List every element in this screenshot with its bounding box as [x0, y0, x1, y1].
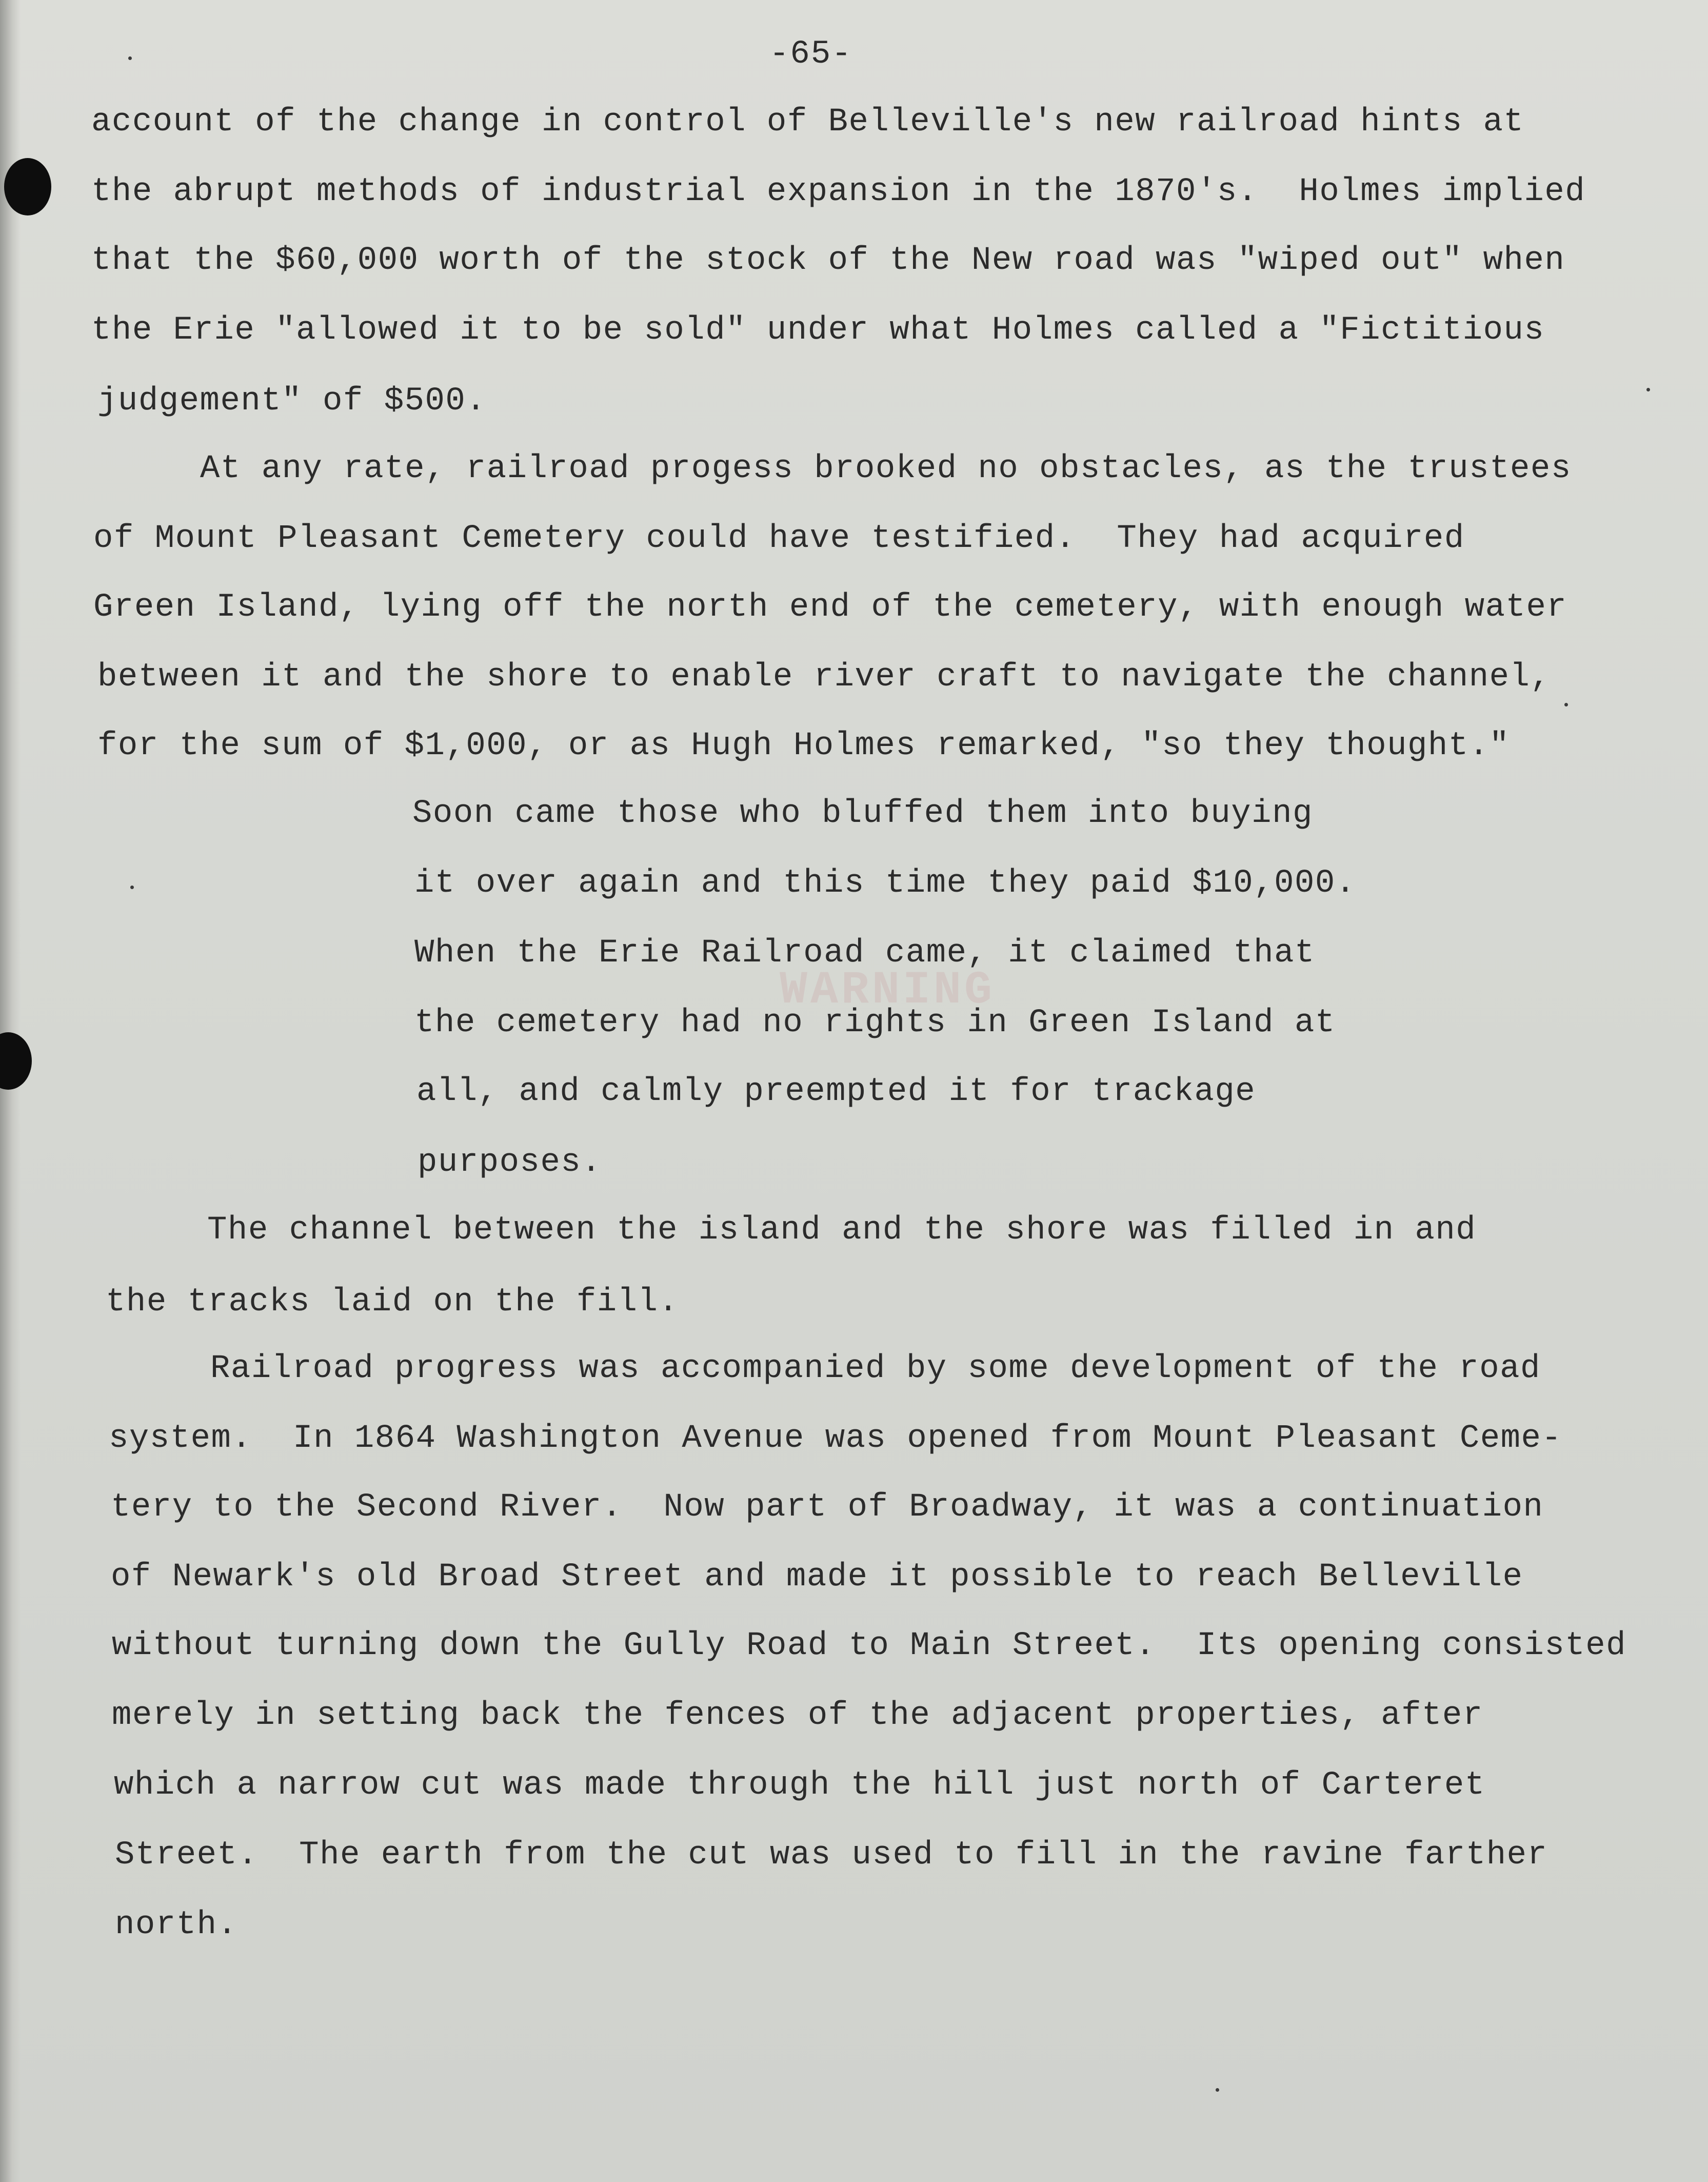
quote-line: Soon came those who bluffed them into buying: [412, 795, 1313, 832]
quote-line: purposes.: [418, 1144, 602, 1181]
text-line: the Erie "allowed it to be sold" under what Holmes called a "Fictitious: [91, 312, 1545, 349]
text-line: the abrupt methods of industrial expansion in the 1870's. Holmes implied: [91, 173, 1586, 210]
text-line: of Newark's old Broad Street and made it possible to reach Belleville: [111, 1559, 1523, 1596]
text-line: for the sum of $1,000, or as Hugh Holmes remarked, "so they thought.": [97, 728, 1510, 764]
paper-speck: [1564, 703, 1568, 706]
text-line: Railroad progress was accompanied by some development of the road: [210, 1350, 1541, 1387]
faint-bleedthrough-mark: WARNING: [780, 965, 996, 1017]
text-line: merely in setting back the fences of the adjacent properties, after: [112, 1697, 1483, 1734]
punch-hole: [4, 158, 51, 215]
quote-line: When the Erie Railroad came, it claimed that: [414, 935, 1315, 972]
text-line: which a narrow cut was made through the hill just north of Carteret: [114, 1767, 1485, 1804]
text-line: account of the change in control of Belleville's new railroad hints at: [91, 104, 1524, 141]
paper-speck: [130, 886, 134, 889]
quote-line: all, and calmly preempted it for trackage: [416, 1073, 1256, 1110]
text-line: north.: [115, 1906, 238, 1943]
text-line: At any rate, railroad progess brooked no obstacles, as the trustees: [200, 450, 1572, 487]
text-line: system. In 1864 Washington Avenue was opened from Mount Pleasant Ceme-: [109, 1420, 1562, 1457]
text-line: The channel between the island and the shore was filled in and: [207, 1212, 1477, 1249]
page-number: -65-: [769, 36, 852, 73]
text-line: that the $60,000 worth of the stock of the New road was "wiped out" when: [91, 242, 1565, 279]
text-line: tery to the Second River. Now part of Broadway, it was a continuation: [111, 1489, 1544, 1526]
paper-speck: [1216, 2088, 1219, 2092]
text-line: without turning down the Gully Road to Main Street. Its opening consisted: [112, 1627, 1627, 1664]
paper-speck: [128, 56, 132, 60]
text-line: judgement" of $500.: [97, 383, 487, 420]
paper-speck: [1646, 388, 1650, 391]
text-line: between it and the shore to enable river craft to navigate the channel,: [97, 659, 1551, 696]
page-edge-shadow: [0, 0, 21, 2182]
text-line: Street. The earth from the cut was used to fill in the ravine farther: [115, 1837, 1548, 1874]
quote-line: the cemetery had no rights in Green Island at: [414, 1005, 1336, 1041]
text-line: Green Island, lying off the north end of the cemetery, with enough water: [93, 589, 1567, 626]
text-line: the tracks laid on the fill.: [106, 1284, 679, 1321]
quote-line: it over again and this time they paid $10,000.: [414, 865, 1356, 902]
text-line: of Mount Pleasant Cemetery could have testified. They had acquired: [93, 520, 1465, 557]
punch-hole: [0, 1032, 32, 1090]
